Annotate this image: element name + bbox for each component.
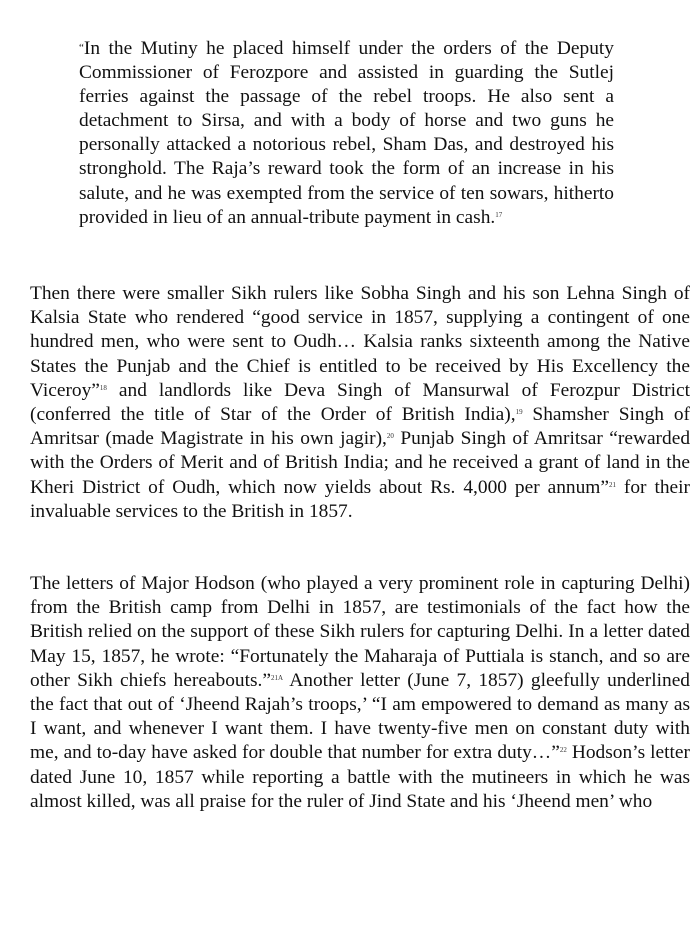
paragraph-text: Punjab Singh of Amritsar “rewarded with the Orders of Merit and of British India; and he received a grant of land in the Kheri District of Oudh, which now yields about Rs. 4,000 per annum” <box>30 428 691 498</box>
paragraph-text: Another letter (June 7, 1857) gleefully underlined the fact that out of ‘Jheend Rajah’s troops,’ “I am empowered to demand as many as I want, and whenever I want them. I have twenty-five men on constant duty with me, and to-day have asked for double that number for extra duty…” <box>30 669 690 764</box>
opening-quote-mark: “ <box>79 42 84 54</box>
paragraph-text: Shamsher Singh of Amritsar (made Magistrate in his own jagir), <box>30 404 690 450</box>
footnote-marker[interactable]: 22 <box>559 746 567 755</box>
footnote-marker[interactable]: 19 <box>515 408 523 417</box>
footnote-marker[interactable]: 21 <box>608 480 616 489</box>
paragraph-hodson-letters <box>30 572 690 814</box>
block-quote <box>79 37 614 230</box>
paragraph-text: Then there were smaller Sikh rulers like Sobha Singh and his son Lehna Singh of Kalsia State who rendered “good service in 1857, supplying a contingent of one hundred men, who were sent to Oudh… Kalsia ranks sixteenth among the Native States the Punjab and the Chief is entitled to be received by His Excellency the Viceroy” <box>30 283 690 401</box>
paragraph-text: Hodson’s letter dated June 10, 1857 while reporting a battle with the mutineers in which he was almost killed, was all praise for the ruler of Jind State and his ‘Jheend men’ who <box>30 742 690 812</box>
footnote-marker[interactable]: 20 <box>386 432 394 441</box>
footnote-marker[interactable]: 21A <box>271 673 284 682</box>
paragraph-sikh-rulers <box>30 282 690 524</box>
footnote-marker[interactable]: 17 <box>495 210 503 219</box>
footnote-marker[interactable]: 18 <box>99 383 107 392</box>
block-quote-text: In the Mutiny he placed himself under the orders of the Deputy Commissioner of Ferozpore and assisted in guarding the Sutlej ferries against the passage of the rebel troops. He also sent a detachment to Sirsa, and with a body of horse and two guns he personally attacked a notorious rebel, Sham Das, and destroyed his stronghold. The Raja’s reward took the form of an increase in his salute, and he was exempted from the service of ten sowars, hitherto provided in lieu of an annual-tribute payment in cash. <box>79 38 614 228</box>
paragraph-text: and landlords like Deva Singh of Mansurwal of Ferozpur District (conferred the title of Star of the Order of British India), <box>30 379 690 426</box>
paragraph-text: The letters of Major Hodson (who played a very prominent role in capturing Delhi) from the British camp from Delhi in 1857, are testimonials of the fact how the British relied on the support of these Sikh rulers for capturing Delhi. In a letter dated May 15, 1857, he wrote: “Fortunately the Maharaja of Puttiala is stanch, and so are other Sikh chiefs hereabouts.” <box>30 573 690 691</box>
paragraph-text: for their invaluable services to the British in 1857. <box>30 476 690 522</box>
